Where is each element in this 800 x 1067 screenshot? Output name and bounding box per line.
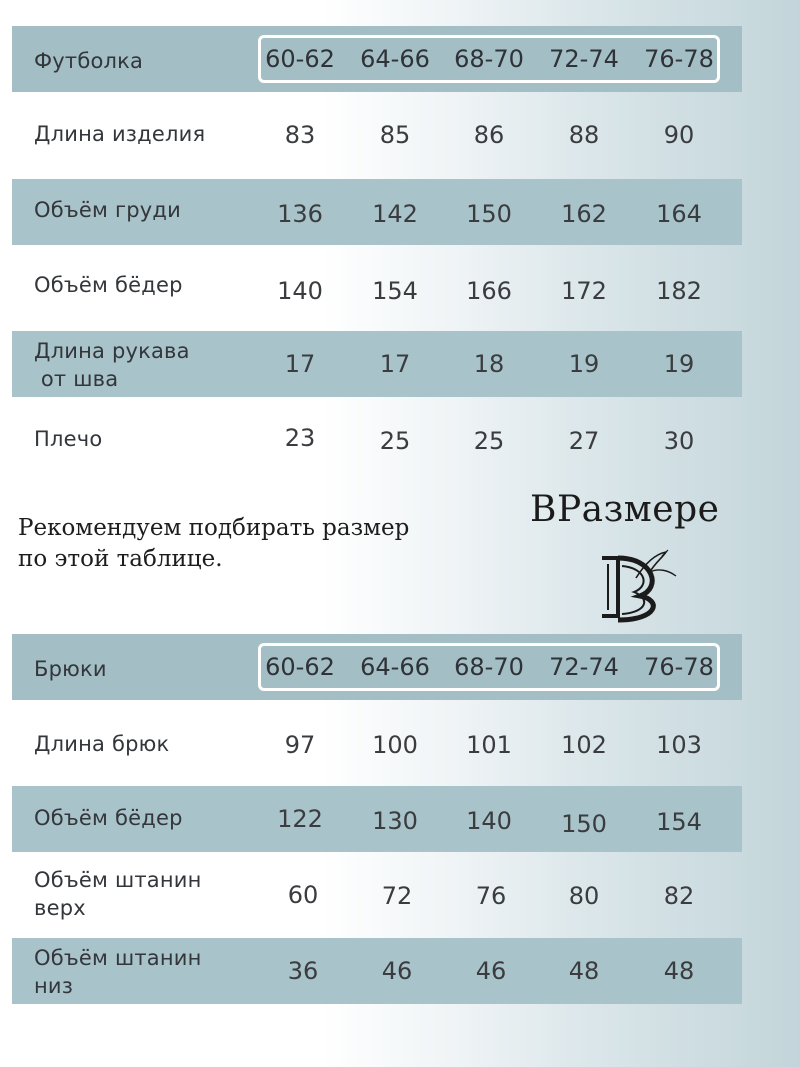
table-cell: 136	[277, 200, 323, 228]
table-cell: 27	[568, 427, 600, 455]
table-cell: 142	[372, 200, 418, 228]
row-label: Длина брюк	[34, 732, 170, 756]
table-cell: 172	[561, 277, 607, 305]
size-header: 72-74	[549, 653, 619, 681]
table-cell: 23	[284, 424, 316, 452]
row-label: Объём груди	[34, 198, 181, 222]
table-cell: 76	[475, 882, 507, 910]
table-cell: 18	[473, 350, 505, 378]
table-cell: 72	[381, 882, 413, 910]
table-cell: 60	[287, 881, 319, 909]
brand-logo-icon	[596, 548, 682, 628]
recommendation-text: Рекомендуем подбирать размер по этой таблице.	[18, 515, 410, 572]
table-cell: 166	[466, 277, 512, 305]
size-header: 76-78	[644, 653, 714, 681]
table-cell: 102	[561, 731, 607, 759]
row-label: Объём штанин верх	[34, 868, 202, 920]
pants-table-title: Брюки	[34, 657, 107, 681]
size-header: 72-74	[549, 45, 619, 73]
size-header: 68-70	[454, 45, 524, 73]
size-header: 64-66	[360, 45, 430, 73]
table-cell: 80	[568, 882, 600, 910]
table-cell: 140	[466, 807, 512, 835]
table-cell: 36	[287, 957, 319, 985]
size-header: 60-62	[265, 653, 335, 681]
table-cell: 150	[466, 200, 512, 228]
table-cell: 154	[372, 277, 418, 305]
table-cell: 83	[284, 121, 316, 149]
row-label: Объём штанин низ	[34, 946, 202, 998]
table-cell: 48	[663, 957, 695, 985]
row-label: Длина изделия	[34, 122, 206, 146]
brand-name: ВРазмере	[530, 489, 720, 530]
table-cell: 122	[277, 805, 323, 833]
table-cell: 164	[656, 200, 702, 228]
table-cell: 86	[473, 121, 505, 149]
shirt-table-title: Футболка	[34, 49, 144, 73]
table-cell: 103	[656, 731, 702, 759]
table-cell: 17	[379, 350, 411, 378]
table-cell: 46	[381, 957, 413, 985]
table-cell: 182	[656, 277, 702, 305]
table-cell: 162	[561, 200, 607, 228]
table-cell: 48	[568, 957, 600, 985]
table-cell: 100	[372, 731, 418, 759]
size-header: 60-62	[265, 45, 335, 73]
size-header: 76-78	[644, 45, 714, 73]
table-cell: 140	[277, 277, 323, 305]
table-cell: 85	[379, 121, 411, 149]
table-cell: 19	[568, 350, 600, 378]
row-label: Объём бёдер	[34, 806, 183, 830]
table-cell: 130	[372, 807, 418, 835]
table-cell: 46	[475, 957, 507, 985]
table-cell: 88	[568, 121, 600, 149]
table-cell: 90	[663, 121, 695, 149]
size-header: 64-66	[360, 653, 430, 681]
table-cell: 101	[466, 731, 512, 759]
table-cell: 82	[663, 882, 695, 910]
size-header: 68-70	[454, 653, 524, 681]
table-cell: 17	[284, 350, 316, 378]
row-label: Объём бёдер	[34, 273, 183, 297]
table-cell: 97	[284, 731, 316, 759]
table-cell: 30	[663, 427, 695, 455]
table-cell: 154	[656, 808, 702, 836]
table-cell: 25	[473, 427, 505, 455]
table-cell: 19	[663, 350, 695, 378]
row-label: Длина рукава от шва	[34, 339, 190, 391]
table-cell: 150	[561, 810, 607, 838]
row-label: Плечо	[34, 427, 103, 451]
table-cell: 25	[379, 427, 411, 455]
